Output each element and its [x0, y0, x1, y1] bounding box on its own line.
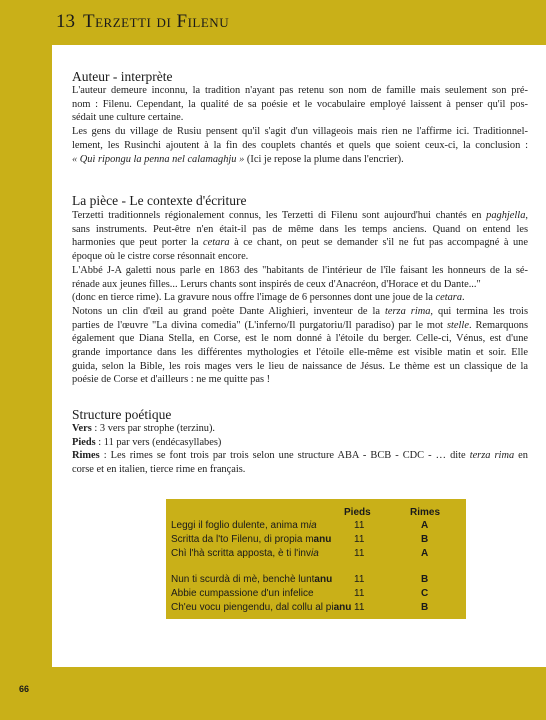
italic-term: cetara — [203, 237, 230, 249]
text-line: poésie de Corse et d'ailleurs : ne me quitte pas ! — [72, 374, 271, 386]
text-line: époque où le cistre corse résonnait encore. — [72, 251, 249, 263]
footer-band — [0, 667, 546, 720]
pieds-value: 11 — [354, 602, 365, 613]
verse-main: Chì l'hà scritta apposta, è ti l'inv — [171, 548, 311, 559]
rime-value: A — [421, 520, 429, 531]
text-fragment: harmonies que peut porter la — [72, 237, 204, 249]
italic-term: terza rima — [385, 305, 431, 317]
rime-value: B — [421, 574, 429, 585]
text-line — [72, 422, 528, 436]
text-fragment: , — [525, 210, 528, 221]
text-line — [72, 319, 528, 333]
text-line: guida, selon la Bible, les rois mages vers le lieu de naissance de Jésus. Le thème est un classique de la — [72, 360, 528, 372]
bold-label: Pieds — [72, 436, 96, 448]
text-line: rénade aux jeunes filles... Lerurs chants sont inspirés de ceux d'Anacréon, d'Horace et du Dante..." — [72, 278, 481, 290]
text-fragment: (donc en tierce rime). La gravure nous offre l'image de 6 personnes dont une joue de la — [72, 292, 436, 304]
paragraph-structure — [72, 422, 528, 477]
text-line: corse et en italien, tierce rime en français. — [72, 464, 246, 476]
chapter-number: 13 — [56, 11, 75, 32]
text-line: sans instruments. Peut-être n'en était-il pas de même dans les temps anciens. Quand on entend les — [72, 223, 528, 235]
text-line — [72, 153, 528, 167]
verse-main: Leggi il foglio dulente, anima m — [171, 520, 309, 531]
verse-rhyme-ending: anu — [333, 602, 352, 613]
rime-value: B — [421, 534, 429, 545]
text-line — [72, 209, 528, 223]
verse-text — [171, 548, 319, 559]
rime-value: B — [421, 602, 429, 613]
rime-value: C — [421, 588, 429, 599]
verse-text — [171, 574, 332, 585]
text-line: grande importance dans les différentes mythologies et l'étoile elle-même est visible matin et soir. Elle — [72, 347, 528, 359]
header-band — [0, 0, 546, 42]
text-fragment: , qui termina les trois — [430, 305, 528, 317]
text-fragment: Terzetti traditionnels régionalement connus, les Terzetti di Filenu sont aujourd'hui chantés en — [72, 210, 487, 221]
quote-text: « Quì ripongu la penna nel calamaghju » — [72, 153, 245, 165]
rimes-header: Rimes — [410, 507, 441, 518]
text-line: également que Diana Stella, en Corse, est le nom donné à l'étoile du berger. Celle-ci, Vénus, est d'une — [72, 333, 528, 345]
text-line: Les gens du village de Rusiu pensent qu'il s'agit d'un villageois mais rien ne l'affirme ici. Traditionnel- — [72, 126, 528, 138]
text-line — [72, 436, 528, 450]
italic-term: terza rima — [469, 450, 515, 462]
pieds-header: Pieds — [344, 507, 371, 518]
text-line: L'Abbé J-A galetti nous parle en 1863 des "habitants de l'intérieur de l'île faisant les honneurs de la sé- — [72, 264, 528, 276]
text-line — [72, 236, 528, 250]
chapter-name: Terzetti di Filenu — [83, 11, 230, 32]
chapter-title — [56, 11, 229, 33]
pieds-value: 11 — [354, 548, 365, 559]
text-fragment: parties de l'œuvre "La divina comedia" (L'inferno/Il purgatoriu/Il paradiso) par le mot — [72, 319, 447, 331]
rime-value: A — [421, 548, 429, 559]
verse-text — [171, 588, 314, 599]
verse-text — [171, 534, 331, 545]
text-line — [72, 291, 528, 305]
poem-row — [171, 520, 461, 534]
verse-main: Ch'eu vocu piengendu, dal collu al pi — [171, 602, 334, 613]
section-title-piece: La pièce - Le contexte d'écriture — [72, 193, 247, 208]
poem-row — [171, 574, 461, 588]
verse-main: Abbie cumpassione d'un infelice — [171, 588, 314, 599]
paragraph-piece — [72, 209, 528, 387]
bold-label: Rimes — [72, 450, 100, 462]
verse-rhyme-ending: anu — [314, 574, 333, 585]
section-title-auteur: Auteur - interprète — [72, 69, 173, 84]
pieds-value: 11 — [354, 574, 365, 585]
text-fragment: : 11 par vers (endécasyllabes) — [95, 436, 222, 448]
italic-term: cetara — [435, 292, 463, 304]
verse-rhyme-ending: ia — [311, 548, 319, 559]
text-fragment: . — [462, 292, 465, 304]
poem-row — [171, 548, 461, 562]
text-fragment: (Ici je repose la plume dans l'encrier). — [244, 153, 404, 165]
text-fragment: : 3 vers par strophe (terzinu). — [91, 423, 216, 434]
italic-term: stelle — [447, 319, 469, 331]
text-fragment: à ce chant, on peut se demander s'il ne fut pas accompagné à une — [229, 237, 528, 249]
poem-row — [171, 602, 461, 616]
bold-label: Vers — [72, 423, 92, 434]
pieds-value: 11 — [354, 534, 365, 545]
poem-row — [171, 534, 461, 548]
text-fragment: Notons un clin d'œil au grand poète Dante Alighieri, inventeur de la — [72, 305, 386, 317]
italic-term: paghjella — [486, 210, 526, 221]
text-line: lement, les Rusinchi ajoutent à la fin des couplets chantés et quels que soient ceux-ci, la conclusion : — [72, 139, 528, 151]
text-line: nom : Filenu. Cependant, la qualité de sa poésie et le vocabulaire employé laissent à penser qu'il pos- — [72, 98, 528, 110]
text-line: sédait une culture certaine. — [72, 112, 184, 124]
section-title-structure: Structure poétique — [72, 407, 172, 422]
verse-text — [171, 520, 317, 531]
pieds-value: 11 — [354, 520, 365, 531]
verse-text — [171, 602, 351, 613]
paragraph-auteur — [72, 84, 528, 166]
poem-table — [166, 499, 466, 619]
text-line: L'auteur demeure inconnu, la tradition n'ayant pas retenu son nom de famille mais seulement son pré- — [72, 85, 528, 96]
text-line — [72, 449, 528, 463]
text-fragment: : Les rimes se font trois par trois selon une structure ABA - BCB - CDC - … dite — [99, 450, 470, 462]
verse-main: Scritta da l'to Filenu, di propia m — [171, 534, 314, 545]
poem-row — [171, 588, 461, 602]
verse-rhyme-ending: ia — [308, 520, 317, 531]
verse-main: Nun ti scurdà di mè, benchè lunt — [171, 574, 315, 585]
page-number: 66 — [19, 684, 30, 694]
verse-rhyme-ending: anu — [313, 534, 332, 545]
text-line — [72, 305, 528, 319]
text-fragment: en — [514, 450, 528, 462]
text-fragment: . Remarquons — [468, 319, 528, 331]
pieds-value: 11 — [354, 588, 365, 599]
